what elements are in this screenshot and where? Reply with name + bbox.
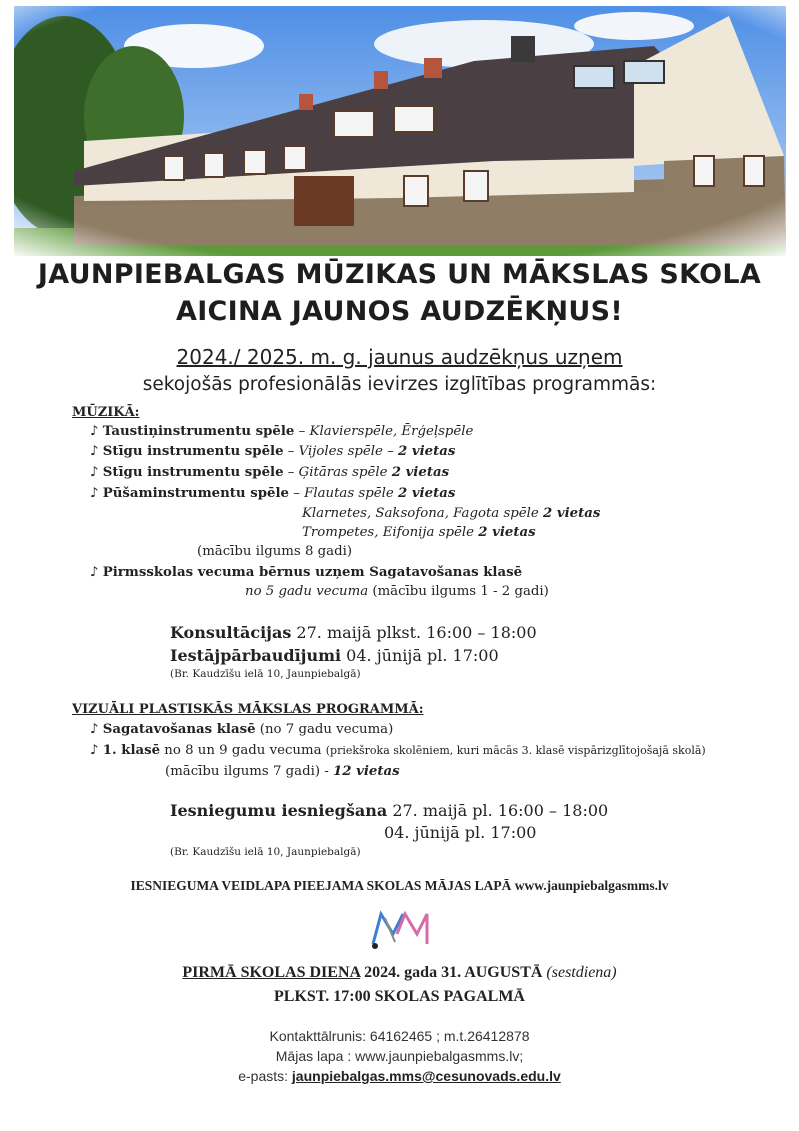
note-icon: ♪ — [90, 565, 99, 580]
contact-website[interactable]: Mājas lapa : www.jaunpiebalgasmms.lv; — [275, 1048, 524, 1064]
instrument-detail: Klarnetes, Saksofona, Fagota spēle — [302, 506, 544, 521]
note-icon: ♪ — [90, 722, 99, 737]
art-heading: VIZUĀLI PLASTISKĀS MĀKSLAS PROGRAMMĀ: — [72, 702, 424, 717]
art-class1-note: (priekšroka skolēniem, kuri mācās 3. klasē vispārizglītojošajā skolā) — [325, 744, 706, 757]
contact-phone: Kontakttālrunis: 64162465 ; m.t.26412878 — [269, 1028, 530, 1044]
headline-line-1: JAUNPIEBALGAS MŪZIKAS UN MĀKSLAS SKOLA — [37, 259, 762, 290]
submit-line — [170, 801, 608, 820]
instrument-detail: Ģitāras spēle — [298, 465, 392, 480]
note-icon: ♪ — [90, 444, 99, 459]
music-item — [90, 486, 455, 501]
note-icon: ♪ — [90, 465, 99, 480]
art-duration: (mācību ilgums 7 gadi) - — [165, 764, 333, 779]
first-day-date: 2024. gada 31. AUGUSTĀ — [360, 964, 547, 981]
instrument-name: Taustiņinstrumentu spēle — [102, 424, 295, 439]
submit-label: Iesniegumu iesniegšana — [170, 801, 388, 820]
preschool-text: Pirmsskolas vecuma bērnus uzņem Sagatavošanas klasē — [102, 565, 523, 580]
art-class1-line — [90, 743, 706, 758]
music-address: (Br. Kaudzīšu ielā 10, Jaunpiebalgā) — [170, 668, 361, 680]
first-day-line — [0, 964, 799, 982]
instrument-detail: Trompetes, Eifonija spēle — [302, 525, 479, 540]
exam-value: 04. jūnijā pl. 17:00 — [341, 646, 499, 665]
separator: – — [294, 424, 310, 439]
instrument-name: Stīgu instrumentu spēle — [102, 465, 284, 480]
music-item — [90, 465, 449, 480]
instrument-detail: Flautas spēle — [304, 486, 398, 501]
form-notice: IESNIEGUMA VEIDLAPA PIEEJAMA SKOLAS MĀJAS LAPĀ www.jaunpiebalgasmms.lv — [130, 878, 669, 893]
intro-year-line: 2024./ 2025. m. g. jaunus audzēkņus uzņem — [176, 345, 623, 369]
consult-label: Konsultācijas — [170, 623, 292, 642]
places-count: 2 vietas — [397, 486, 456, 501]
art-prep-line — [90, 722, 393, 737]
music-heading: MŪZIKĀ: — [72, 405, 140, 420]
instrument-name: Pūšaminstrumentu spēle — [102, 486, 289, 501]
mms-logo — [365, 908, 435, 950]
art-prep-name: Sagatavošanas klasē — [102, 722, 256, 737]
first-day-weekday: (sestdiena) — [546, 964, 617, 981]
art-class1-age: no 8 un 9 gadu vecuma — [160, 743, 326, 758]
preschool-line — [90, 565, 522, 580]
separator: – — [283, 444, 299, 459]
wind-extra-line — [302, 525, 536, 540]
preschool-age: no 5 gadu vecuma — [245, 584, 369, 599]
note-icon: ♪ — [90, 486, 99, 501]
exam-label: Iestājpārbaudījumi — [170, 646, 342, 665]
contact-email-line — [0, 1068, 799, 1084]
email-label: e-pasts: — [238, 1068, 292, 1084]
note-icon: ♪ — [90, 743, 99, 758]
art-duration-line — [165, 764, 400, 779]
art-class1-name: 1. klasē — [102, 743, 161, 758]
preschool-age-line — [245, 584, 549, 599]
exam-line — [170, 646, 499, 665]
places-count: 2 vietas — [543, 506, 601, 521]
separator: – — [288, 486, 305, 501]
art-prep-age: (no 7 gadu vecuma) — [255, 722, 394, 737]
places-count: 2 vietas — [478, 525, 536, 540]
consult-line — [170, 623, 537, 642]
separator: – — [283, 465, 299, 480]
email-link[interactable]: jaunpiebalgas.mms@cesunovads.edu.lv — [291, 1068, 561, 1084]
instrument-detail: Klavierspēle, Ērģeļspēle — [309, 424, 474, 439]
wind-extra-line — [302, 506, 600, 521]
places-count: 2 vietas — [398, 444, 456, 459]
headline-line-2: AICINA JAUNOS AUDZĒKŅUS! — [176, 296, 623, 327]
music-item — [90, 444, 455, 459]
note-icon: ♪ — [90, 424, 99, 439]
intro-programs-line: sekojošās profesionālās ievirzes izglītības programmās: — [142, 374, 657, 395]
first-day-label: PIRMĀ SKOLAS DIENA — [182, 964, 361, 981]
submit-value-2: 04. jūnijā pl. 17:00 — [384, 823, 537, 842]
instrument-name: Stīgu instrumentu spēle — [102, 444, 284, 459]
school-building-photo — [14, 6, 786, 256]
art-address: (Br. Kaudzīšu ielā 10, Jaunpiebalgā) — [170, 846, 361, 858]
preschool-duration: (mācību ilgums 1 - 2 gadi) — [368, 584, 549, 599]
logo-note — [372, 943, 378, 949]
art-places: 12 vietas — [333, 764, 400, 779]
places-count: 2 vietas — [391, 465, 450, 480]
instrument-detail: Vijoles spēle – — [298, 444, 399, 459]
submit-value-1: 27. maijā pl. 16:00 – 18:00 — [387, 801, 609, 820]
first-day-time: PLKST. 17:00 SKOLAS PAGALMĀ — [274, 988, 525, 1005]
music-item — [90, 424, 473, 439]
music-duration: (mācību ilgums 8 gadi) — [197, 544, 353, 559]
consult-value: 27. maijā plkst. 16:00 – 18:00 — [291, 623, 537, 642]
